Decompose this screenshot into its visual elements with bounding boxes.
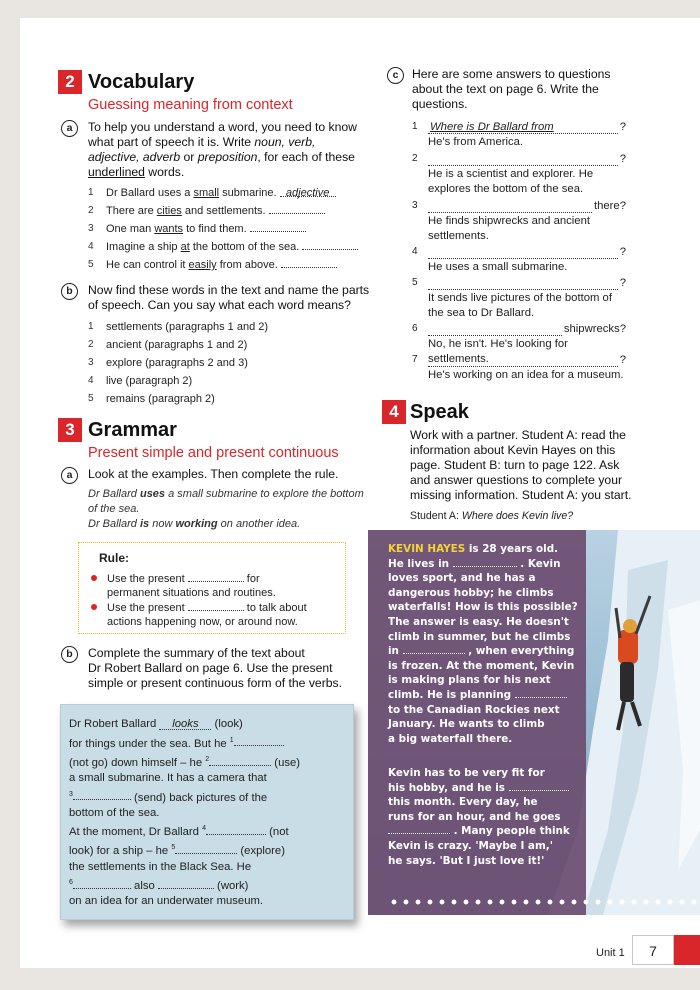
instr-line: simple or present continuous form of the verbs.	[88, 676, 343, 690]
rule-heading: Rule:	[99, 551, 129, 565]
answer-text: He is a scientist and explorer. He explores the bottom of the sea.	[428, 168, 594, 195]
item-number: 1	[412, 121, 418, 132]
question-item-6	[412, 322, 626, 365]
example-bold: is	[139, 518, 150, 530]
gap-number: 1	[229, 736, 234, 744]
kevin-line: is frozen. At the moment, Kevin	[388, 659, 575, 672]
question-item-3	[412, 199, 626, 245]
question-end: shipwrecks?	[563, 323, 626, 335]
item-text: ancient (paragraphs 1 and 2)	[106, 339, 248, 351]
question-line[interactable]	[428, 353, 626, 367]
dotted-divider	[388, 898, 700, 906]
answer-text: He's working on an idea for a museum.	[428, 369, 624, 381]
item-text: One man	[106, 223, 155, 235]
item-text: He can control it	[106, 259, 189, 271]
exercise-3a-instructions: Look at the examples. Then complete the rule.	[88, 467, 339, 481]
section-2-title: Vocabulary	[88, 71, 195, 93]
summary-line	[69, 840, 349, 859]
item-number: 2	[412, 153, 418, 164]
item-text: remains (paragraph 2)	[106, 393, 215, 405]
summary-line: a small submarine. It has a camera that	[69, 772, 267, 785]
rule-bullet-2	[107, 600, 337, 629]
exercise-2a-marker: a	[61, 120, 78, 137]
unit-label: Unit 1	[596, 947, 625, 959]
question-line[interactable]	[428, 152, 626, 166]
rule-box	[78, 542, 346, 634]
kevin-paragraph-2	[388, 766, 584, 868]
item-underlined-word: cities	[156, 205, 182, 217]
summary-blank[interactable]	[73, 878, 131, 889]
summary-box	[60, 704, 354, 920]
example-text: now	[149, 518, 176, 530]
instr-italic: noun, verb,	[254, 135, 316, 149]
item-underlined-word: small	[193, 187, 220, 199]
summary-text: At the moment, Dr Ballard	[69, 825, 203, 838]
answer-text: No, he isn't. He's looking for settlements.	[428, 338, 568, 365]
item-number: 4	[412, 246, 418, 257]
item-underlined-word: easily	[188, 259, 217, 271]
summary-line	[69, 875, 349, 894]
kevin-line: a big waterfall there.	[388, 732, 513, 745]
instr-line: about the text on page 6. Write the	[412, 82, 599, 96]
kevin-text: is 28 years old.	[465, 543, 559, 555]
instr-italic: adjective, adverb	[88, 150, 181, 164]
question-end: ?	[619, 153, 626, 165]
kevin-paragraph-1	[388, 542, 584, 746]
instr-text: what part of speech it is. Write	[88, 135, 255, 149]
instr-line: Here are some answers to questions	[412, 67, 611, 81]
section-4-title: Speak	[410, 401, 469, 423]
kevin-hayes-panel	[368, 530, 700, 915]
kevin-text: his hobby, and he is	[388, 781, 509, 794]
summary-blank[interactable]	[175, 843, 237, 854]
question-line[interactable]	[428, 245, 626, 259]
instr-line: and answer questions to complete your	[410, 473, 623, 487]
list-item	[88, 256, 358, 274]
instr-line: questions.	[412, 97, 468, 111]
example-text: Dr Ballard	[88, 518, 140, 530]
list-item	[88, 354, 268, 372]
list-item	[88, 372, 268, 390]
summary-line: on an idea for an underwater museum.	[69, 895, 264, 908]
rule-text: to talk about	[243, 602, 307, 614]
item-number: 6	[412, 323, 418, 334]
kevin-text: climb. He is planning	[388, 688, 515, 701]
grammar-examples	[88, 487, 378, 532]
list-item	[88, 184, 358, 202]
instr-text: words.	[144, 165, 185, 179]
section-3-number: 3	[58, 418, 82, 442]
question-item-1	[412, 120, 626, 154]
summary-text: also	[130, 879, 158, 892]
kevin-blank[interactable]	[509, 781, 569, 791]
rule-text: Use the present	[107, 573, 188, 585]
kevin-line: loves sport, and he has a	[388, 572, 536, 585]
example-line	[88, 517, 378, 532]
page-tab-accent	[674, 935, 700, 965]
kevin-line	[388, 824, 584, 839]
summary-line: bottom of the sea.	[69, 806, 160, 819]
kevin-line	[388, 644, 584, 659]
kevin-line: January. He wants to climb	[388, 718, 545, 731]
kevin-blank[interactable]	[388, 824, 450, 834]
summary-line	[69, 821, 349, 840]
summary-blank[interactable]	[206, 824, 266, 835]
instr-line	[88, 135, 378, 150]
instr-line: Now find these words in the text and name the parts	[88, 283, 370, 297]
kevin-blank[interactable]	[403, 644, 465, 654]
gap-number: 6	[69, 879, 73, 887]
kevin-name: KEVIN HAYES	[388, 543, 466, 555]
rule-blank[interactable]	[188, 600, 244, 611]
item-text: explore (paragraphs 2 and 3)	[106, 357, 248, 369]
instr-line: Work with a partner. Student A: read the	[410, 428, 626, 442]
summary-line	[69, 733, 349, 752]
summary-text: for things under the sea. But he	[69, 737, 230, 750]
kevin-text: in	[388, 645, 403, 658]
exercise-2a-instructions	[88, 120, 378, 180]
item-number: 3	[412, 200, 418, 211]
gap-number: 2	[205, 755, 210, 763]
list-item	[88, 238, 358, 256]
summary-text: (use)	[271, 756, 301, 769]
list-item	[88, 336, 268, 354]
summary-line	[69, 717, 349, 733]
instr-line: missing information. Student A: you start.	[410, 488, 632, 502]
summary-line	[69, 752, 349, 771]
item-number: 2	[88, 205, 94, 216]
item-text: Imagine a ship	[106, 241, 181, 253]
rule-blank[interactable]	[188, 571, 244, 582]
instr-line: of speech. Can you say what each word means?	[88, 298, 351, 312]
rule-line	[107, 600, 337, 616]
kevin-line: this month. Every day, he	[388, 796, 538, 809]
summary-text: (not go) down himself – he	[69, 756, 206, 769]
speak-prompt	[410, 509, 573, 524]
item-number: 4	[88, 241, 94, 252]
example-bold: uses	[139, 488, 166, 500]
textbook-page	[20, 18, 700, 968]
item-number: 7	[412, 354, 418, 365]
kevin-text: He lives in	[388, 557, 453, 570]
instr-line: page. Student B: turn to page 122. Ask	[410, 458, 620, 472]
summary-blank[interactable]	[234, 735, 284, 746]
kevin-text: . Kevin	[516, 557, 561, 570]
exercise-3b-instructions	[88, 646, 378, 691]
question-end: ?	[619, 277, 626, 289]
answer-example: adjective	[280, 184, 336, 197]
question-item-4	[412, 245, 626, 277]
kevin-blank[interactable]	[515, 688, 567, 698]
rule-text: Use the present	[107, 602, 188, 614]
item-number: 3	[88, 357, 94, 368]
summary-text: (not	[266, 825, 289, 838]
rule-text: for	[243, 573, 260, 585]
prompt-question: Where does Kevin live?	[461, 510, 574, 522]
question-end: there?	[593, 200, 626, 212]
summary-blank[interactable]	[158, 878, 214, 889]
section-4-number: 4	[382, 400, 406, 424]
answer-blank[interactable]	[250, 221, 306, 232]
item-text: from above.	[216, 259, 281, 271]
item-number: 5	[412, 277, 418, 288]
summary-line: the settlements in the Black Sea. He	[69, 860, 252, 873]
gap-number: 3	[69, 790, 73, 798]
kevin-line: is making plans for his next	[388, 674, 551, 687]
summary-text: (work)	[213, 879, 249, 892]
summary-para-2	[69, 821, 349, 910]
speak-instructions	[410, 428, 670, 503]
instr-line: information about Kevin Hayes on this	[410, 443, 616, 457]
instr-line: To help you understand a word, you need to know	[88, 120, 357, 134]
list-item	[88, 202, 358, 220]
summary-text: look) for a ship – he	[69, 845, 172, 858]
section-2-subtitle: Guessing meaning from context	[88, 97, 293, 113]
gap-number: 5	[171, 844, 176, 852]
question-end: ?	[619, 246, 626, 258]
item-number: 5	[88, 259, 94, 270]
exercise-3b-marker: b	[61, 646, 78, 663]
exercise-2c-marker: c	[387, 67, 404, 84]
exercise-3a-marker: a	[61, 467, 78, 484]
answer-text: He finds shipwrecks and ancient settlements.	[428, 215, 591, 242]
instr-underlined: underlined	[88, 165, 145, 179]
item-number: 3	[88, 223, 94, 234]
item-underlined-word: at	[180, 241, 190, 253]
kevin-blank[interactable]	[453, 557, 517, 567]
item-text: live (paragraph 2)	[106, 375, 193, 387]
summary-blank[interactable]	[209, 755, 271, 766]
list-item	[88, 318, 268, 336]
answer-blank[interactable]	[302, 239, 358, 250]
kevin-line: Kevin has to be very fit for	[388, 767, 545, 779]
rule-line: actions happening now, or around now.	[107, 615, 298, 628]
item-text: There are	[106, 205, 157, 217]
item-underlined-word: wants	[154, 223, 184, 235]
example-text: a small submarine to explore the bottom	[165, 488, 364, 500]
item-text: and settlements.	[181, 205, 269, 217]
exercise-2b-list	[88, 318, 268, 408]
instr-line: Complete the summary of the text about	[88, 646, 305, 660]
summary-text: (send) back pictures of the	[130, 791, 268, 804]
item-number: 4	[88, 375, 94, 386]
answer-text: It sends live pictures of the bottom of the sea to Dr Ballard.	[428, 292, 612, 319]
item-text: settlements (paragraphs 1 and 2)	[106, 321, 269, 333]
instr-text: or	[180, 150, 198, 164]
prompt-label: Student A:	[410, 510, 462, 522]
gap-number: 4	[202, 825, 207, 832]
section-3-title: Grammar	[88, 419, 177, 441]
summary-para-1	[69, 717, 349, 821]
exercise-2c-instructions	[412, 67, 652, 112]
instr-line	[88, 165, 378, 180]
kevin-line: waterfalls! How is this possible?	[388, 601, 578, 614]
kevin-line: dangerous hobby; he climbs	[388, 586, 554, 599]
rule-line	[107, 571, 337, 587]
question-end: ?	[619, 121, 626, 133]
exercise-2b-instructions	[88, 283, 388, 313]
instr-line	[88, 150, 378, 165]
kevin-line	[388, 542, 584, 557]
rule-line: permanent situations and routines.	[107, 586, 276, 599]
kevin-line: to the Canadian Rockies next	[388, 703, 560, 716]
kevin-line	[388, 557, 584, 572]
item-number: 1	[88, 187, 94, 198]
rule-bullet-1	[107, 571, 337, 600]
item-number: 1	[88, 321, 94, 332]
item-text: to find them.	[183, 223, 250, 235]
answer-blank[interactable]	[281, 257, 337, 268]
question-item-2	[412, 152, 626, 198]
page-number: 7	[632, 935, 674, 965]
question-item-7	[412, 353, 626, 385]
answer-text: He's from America.	[428, 136, 524, 148]
section-3-subtitle: Present simple and present continuous	[88, 445, 339, 461]
exercise-2a-list	[88, 184, 358, 274]
kevin-line: climb in summer, but he climbs	[388, 630, 571, 643]
example-line	[88, 487, 378, 502]
kevin-text: , when everything	[464, 645, 575, 658]
exercise-2b-marker: b	[61, 283, 78, 300]
question-example: Where is Dr Ballard from	[430, 121, 554, 133]
answer-text: He uses a small submarine.	[428, 261, 568, 273]
kevin-line	[388, 781, 584, 796]
summary-blank[interactable]	[73, 789, 131, 800]
kevin-line: Kevin is crazy. 'Maybe I am,'	[388, 839, 553, 852]
instr-italic: preposition	[197, 150, 258, 164]
item-text: Dr Ballard uses a	[106, 187, 194, 199]
example-bold: working	[175, 518, 218, 530]
summary-example-answer: looks	[159, 717, 211, 730]
example-text: on another idea.	[217, 518, 301, 530]
question-line[interactable]	[428, 276, 626, 290]
kevin-line: The answer is easy. He doesn't	[388, 615, 569, 628]
section-2-number: 2	[58, 70, 82, 94]
example-text: Dr Ballard	[88, 488, 140, 500]
item-text: submarine.	[219, 187, 280, 199]
kevin-line	[388, 688, 584, 703]
summary-text: (look)	[211, 718, 243, 730]
summary-line	[69, 787, 349, 806]
list-item	[88, 390, 268, 408]
instr-text: , for each of these	[257, 150, 355, 164]
item-text: the bottom of the sea.	[189, 241, 303, 253]
item-number: 2	[88, 339, 94, 350]
kevin-line: runs for an hour, and he goes	[388, 810, 561, 823]
question-item-5	[412, 276, 626, 322]
summary-text: Dr Robert Ballard	[69, 718, 160, 730]
summary-text: (explore)	[237, 845, 285, 858]
question-end: ?	[619, 354, 626, 366]
example-line: of the sea.	[88, 503, 140, 515]
item-number: 5	[88, 393, 94, 404]
kevin-text: . Many people think	[450, 825, 570, 838]
kevin-line: he says. 'But I just love it!'	[388, 854, 545, 867]
answer-blank[interactable]	[269, 203, 325, 214]
instr-line: Dr Robert Ballard on page 6. Use the present	[88, 661, 333, 675]
list-item	[88, 220, 358, 238]
